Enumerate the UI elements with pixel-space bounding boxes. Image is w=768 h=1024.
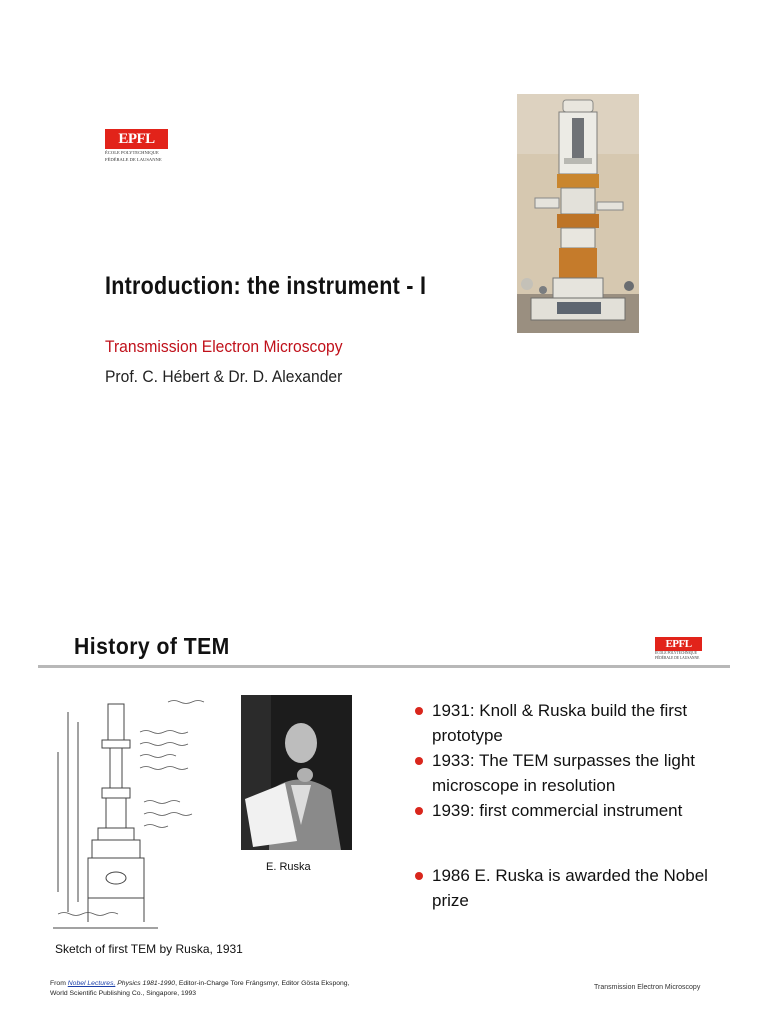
slide-subtitle: Transmission Electron Microscopy [105, 337, 343, 356]
list-item-text: 1933: The TEM surpasses the light microscope in resolution [432, 751, 696, 795]
portrait-photo-icon [241, 695, 352, 850]
epfl-logo-line1: ÉCOLE POLYTECHNIQUE [105, 150, 159, 155]
bullet-icon [415, 872, 423, 880]
list-item [413, 863, 733, 913]
electron-microscope-photo [517, 94, 639, 333]
epfl-logo-mark: EPFL [655, 637, 702, 651]
epfl-logo-line2: FÉDÉRALE DE LAUSANNE [105, 156, 162, 162]
title-divider [38, 665, 730, 668]
citation-volume: Physics 1981-1990 [117, 980, 176, 987]
list-item-text: 1931: Knoll & Ruska build the first prototype [432, 701, 688, 745]
bullet-icon [415, 757, 423, 765]
footer-course-title: Transmission Electron Microscopy [594, 984, 701, 991]
list-item [413, 748, 733, 798]
epfl-logo [655, 637, 702, 661]
bullet-icon [415, 807, 423, 815]
history-bullet-list [413, 698, 733, 913]
source-citation [50, 979, 350, 999]
ruska-portrait [241, 695, 352, 850]
tem-sketch-drawing [48, 692, 215, 937]
epfl-logo-line2: FÉDÉRALE DE LAUSANNE [655, 655, 700, 660]
nobel-lectures-link[interactable]: Nobel Lectures, [67, 980, 116, 987]
list-item-text: 1986 E. Ruska is awarded the Nobel prize [432, 866, 708, 910]
portrait-caption: E. Ruska [266, 861, 311, 873]
history-slide [0, 512, 768, 1024]
epfl-logo [105, 129, 168, 163]
electron-microscope-icon [517, 94, 639, 333]
slide-title: Introduction: the instrument - I [105, 272, 427, 300]
list-item [413, 798, 733, 823]
list-item [413, 698, 733, 748]
list-item-text: 1939: first commercial instrument [432, 801, 683, 820]
citation-details: , Editor-in-Charge Tore Frängsmyr, Editor Gösta Ekspong, World Scientific Publishing Co., Singapore, 1993 [50, 980, 350, 997]
epfl-logo-line1: ÉCOLE POLYTECHNIQUE [655, 651, 698, 655]
slide-title: History of TEM [74, 633, 230, 659]
bullet-icon [415, 707, 423, 715]
tem-sketch-image [48, 692, 215, 954]
epfl-logo-mark: EPFL [105, 129, 168, 149]
slide-authors: Prof. C. Hébert & Dr. D. Alexander [105, 367, 343, 386]
sketch-caption: Sketch of first TEM by Ruska, 1931 [55, 942, 243, 956]
citation-prefix: From [50, 980, 66, 987]
